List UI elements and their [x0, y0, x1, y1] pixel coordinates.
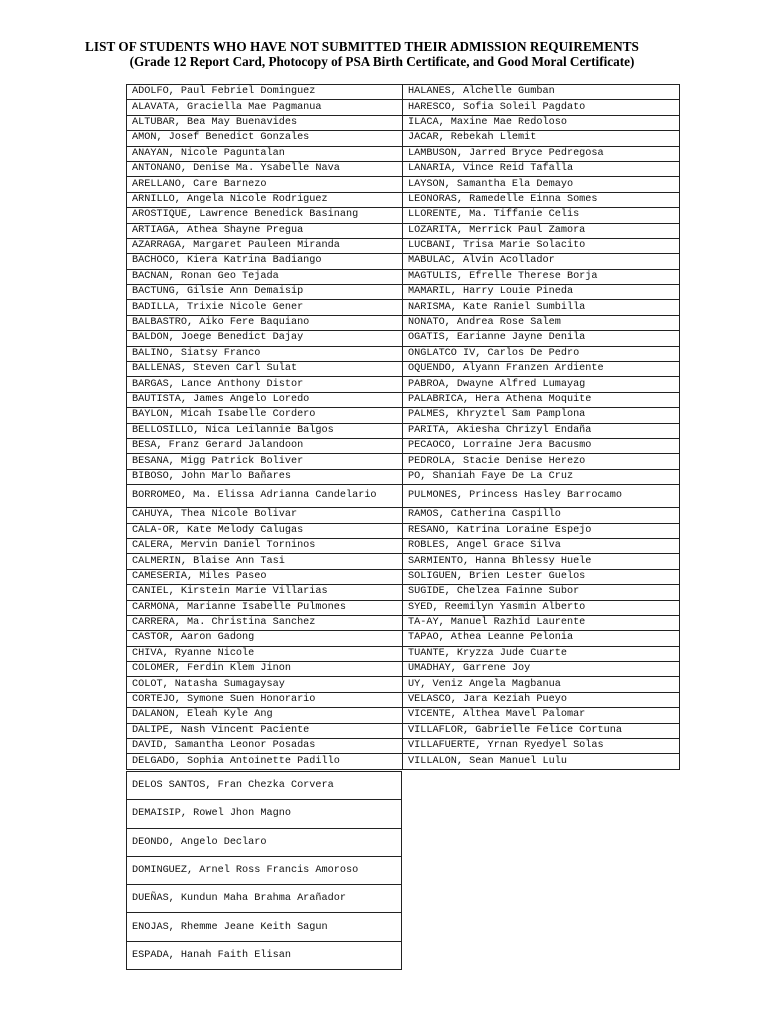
table-row: [127, 408, 680, 423]
student-name-cell-left: BACTUNG, Gilsie Ann Demaisip: [127, 285, 403, 300]
student-name-cell-right: MAMARIL, Harry Louie Pineda: [403, 285, 680, 300]
table-row: [127, 423, 680, 438]
student-name-cell-right: PECAOCO, Lorraine Jera Bacusmo: [403, 438, 680, 453]
student-name-cell-left: ALAVATA, Graciella Mae Pagmanua: [127, 100, 403, 115]
student-name-cell-left: BACHOCO, Kiera Katrina Badiango: [127, 254, 403, 269]
student-name-cell-right: TA-AY, Manuel Razhid Laurente: [403, 615, 680, 630]
student-name-cell-right: PABROA, Dwayne Alfred Lumayag: [403, 377, 680, 392]
student-name-cell-left: CARMONA, Marianne Isabelle Pulmones: [127, 600, 403, 615]
student-name-cell-left: CAHUYA, Thea Nicole Bolivar: [127, 508, 403, 523]
student-name-cell-left: DAVID, Samantha Leonor Posadas: [127, 739, 403, 754]
table-row: [127, 677, 680, 692]
table-row: [127, 315, 680, 330]
student-name-cell-left: ANAYAN, Nicole Paguntalan: [127, 146, 403, 161]
student-name-cell-right: TUANTE, Kryzza Jude Cuarte: [403, 646, 680, 661]
table-row: [127, 692, 680, 707]
student-name-cell: DEONDO, Angelo Declaro: [127, 828, 402, 856]
table-row: [127, 828, 402, 856]
table-row: [127, 161, 680, 176]
student-name-cell: DUEÑAS, Kundun Maha Brahma Arañador: [127, 885, 402, 913]
student-name-cell-right: VICENTE, Althea Mavel Palomar: [403, 708, 680, 723]
student-name-cell-left: CALERA, Mervin Daniel Torninos: [127, 538, 403, 553]
table-row: [127, 723, 680, 738]
student-name-cell-left: CHIVA, Ryanne Nicole: [127, 646, 403, 661]
table-row: [127, 377, 680, 392]
student-name-cell-right: SARMIENTO, Hanna Bhlessy Huele: [403, 554, 680, 569]
student-name-cell-left: BELLOSILLO, Nica Leilannie Balgos: [127, 423, 403, 438]
table-row: [127, 85, 680, 100]
table-row: [127, 646, 680, 661]
table-row: [127, 208, 680, 223]
student-name-cell-left: BALLENAS, Steven Carl Sulat: [127, 362, 403, 377]
student-name-cell: DELOS SANTOS, Fran Chezka Corvera: [127, 772, 402, 800]
student-name-cell: ESPADA, Hanah Faith Elisan: [127, 941, 402, 969]
student-name-cell-right: OQUENDO, Alyann Franzen Ardiente: [403, 362, 680, 377]
table-row: [127, 508, 680, 523]
table-row: [127, 485, 680, 508]
student-name-cell-left: CARRERA, Ma. Christina Sanchez: [127, 615, 403, 630]
table-row: [127, 615, 680, 630]
student-name-cell-left: AMON, Josef Benedict Gonzales: [127, 131, 403, 146]
student-name-cell-left: BAUTISTA, James Angelo Loredo: [127, 392, 403, 407]
table-row: [127, 223, 680, 238]
student-name-cell-right: LOZARITA, Merrick Paul Zamora: [403, 223, 680, 238]
student-name-cell: ENOJAS, Rhemme Jeane Keith Sagun: [127, 913, 402, 941]
student-name-cell-right: MABULAC, Alvin Acollador: [403, 254, 680, 269]
table-row: [127, 708, 680, 723]
student-name-cell-left: BESA, Franz Gerard Jalandoon: [127, 438, 403, 453]
student-name-cell-right: PARITA, Akiesha Chrizyl Endaña: [403, 423, 680, 438]
student-name-cell-right: ILACA, Maxine Mae Redoloso: [403, 115, 680, 130]
table-row: [127, 941, 402, 969]
student-name-cell-left: ADOLFO, Paul Febriel Dominguez: [127, 85, 403, 100]
student-name-cell: DOMINGUEZ, Arnel Ross Francis Amoroso: [127, 856, 402, 884]
student-name-cell-right: PO, Shaniah Faye De La Cruz: [403, 469, 680, 484]
student-name-cell-left: BARGAS, Lance Anthony Distor: [127, 377, 403, 392]
table-row: [127, 739, 680, 754]
table-row: [127, 754, 680, 769]
student-name-cell-right: ROBLES, Angel Grace Silva: [403, 538, 680, 553]
student-name-cell-right: SOLIGUEN, Brien Lester Guelos: [403, 569, 680, 584]
table-row: [127, 538, 680, 553]
student-name-cell-right: RAMOS, Catherina Caspillo: [403, 508, 680, 523]
student-name-cell-right: LAMBUSON, Jarred Bryce Pedregosa: [403, 146, 680, 161]
student-name-cell-left: CASTOR, Aaron Gadong: [127, 631, 403, 646]
table-row: [127, 523, 680, 538]
student-name-cell-right: MAGTULIS, Efrelle Therese Borja: [403, 269, 680, 284]
table-row: [127, 100, 680, 115]
student-name-cell-right: UMADHAY, Garrene Joy: [403, 662, 680, 677]
student-name-cell-left: BALDON, Joege Benedict Dajay: [127, 331, 403, 346]
table-row: [127, 269, 680, 284]
table-row: [127, 438, 680, 453]
table-row: [127, 300, 680, 315]
student-name-cell-right: PULMONES, Princess Hasley Barrocamo: [403, 485, 680, 508]
student-name-cell-right: UY, Veniz Angela Magbanua: [403, 677, 680, 692]
student-name-cell-left: AZARRAGA, Margaret Pauleen Miranda: [127, 238, 403, 253]
student-name-cell-left: CANIEL, Kirstein Marie Villarias: [127, 585, 403, 600]
table-row: [127, 772, 402, 800]
student-name-cell-right: SUGIDE, Chelzea Fainne Subor: [403, 585, 680, 600]
student-name-cell-right: JACAR, Rebekah Llemit: [403, 131, 680, 146]
student-names-body: [127, 85, 680, 770]
student-name-cell-left: ARNILLO, Angela Nicole Rodriguez: [127, 192, 403, 207]
student-name-cell-left: BIBOSO, John Marlo Bañares: [127, 469, 403, 484]
student-name-cell-left: DALIPE, Nash Vincent Paciente: [127, 723, 403, 738]
student-name-cell-right: HALANES, Alchelle Gumban: [403, 85, 680, 100]
student-name-cell-right: TAPAO, Athea Leanne Pelonia: [403, 631, 680, 646]
table-row: [127, 913, 402, 941]
student-name-cell-right: VILLAFLOR, Gabrielle Felice Cortuna: [403, 723, 680, 738]
table-row: [127, 454, 680, 469]
table-row: [127, 885, 402, 913]
document-title: LIST OF STUDENTS WHO HAVE NOT SUBMITTED THEIR ADMISSION REQUIREMENTS: [85, 39, 639, 54]
student-name-cell-right: VILLAFUERTE, Yrnan Ryedyel Solas: [403, 739, 680, 754]
table-row: [127, 600, 680, 615]
table-row: [127, 569, 680, 584]
student-name-cell-left: ANTONANO, Denise Ma. Ysabelle Nava: [127, 161, 403, 176]
student-name-cell-left: ALTUBAR, Bea May Buenavides: [127, 115, 403, 130]
student-name-cell-left: COLOT, Natasha Sumagaysay: [127, 677, 403, 692]
table-row: [127, 346, 680, 361]
table-row: [127, 585, 680, 600]
student-name-cell-right: PEDROLA, Stacie Denise Herezo: [403, 454, 680, 469]
student-name-cell-left: AROSTIQUE, Lawrence Benedick Basinang: [127, 208, 403, 223]
student-name-cell-left: CALMERIN, Blaise Ann Tasi: [127, 554, 403, 569]
student-name-cell-left: BADILLA, Trixie Nicole Gener: [127, 300, 403, 315]
document-subtitle: (Grade 12 Report Card, Photocopy of PSA Birth Certificate, and Good Moral Certificate): [129, 54, 635, 69]
table-row: [127, 331, 680, 346]
student-name-cell-right: ONGLATCO IV, Carlos De Pedro: [403, 346, 680, 361]
student-name-cell-right: LANARIA, Vince Reid Tafalla: [403, 161, 680, 176]
student-name-cell-right: OGATIS, Earianne Jayne Denila: [403, 331, 680, 346]
student-name-cell-left: CALA-OR, Kate Melody Calugas: [127, 523, 403, 538]
student-name-cell-right: NARISMA, Kate Raniel Sumbilla: [403, 300, 680, 315]
student-name-cell-left: ARTIAGA, Athea Shayne Pregua: [127, 223, 403, 238]
student-name-cell-right: VELASCO, Jara Keziah Pueyo: [403, 692, 680, 707]
table-row: [127, 177, 680, 192]
student-name-cell-right: HARESCO, Sofia Soleil Pagdato: [403, 100, 680, 115]
student-name-cell-right: LAYSON, Samantha Ela Demayo: [403, 177, 680, 192]
student-name-cell-left: BESANA, Migg Patrick Boliver: [127, 454, 403, 469]
student-name-cell-left: DALANON, Eleah Kyle Ang: [127, 708, 403, 723]
student-name-cell-left: COLOMER, Ferdin Klem Jinon: [127, 662, 403, 677]
table-row: [127, 800, 402, 828]
student-name-cell-right: RESANO, Katrina Loraine Espejo: [403, 523, 680, 538]
student-names-continuation-body: [127, 772, 402, 970]
table-row: [127, 554, 680, 569]
student-name-cell-right: VILLALON, Sean Manuel Lulu: [403, 754, 680, 769]
student-name-cell-right: NONATO, Andrea Rose Salem: [403, 315, 680, 330]
student-name-cell-right: PALMES, Khryztel Sam Pamplona: [403, 408, 680, 423]
table-row: [127, 362, 680, 377]
student-name-cell: DEMAISIP, Rowel Jhon Magno: [127, 800, 402, 828]
student-name-cell-left: BACNAN, Ronan Geo Tejada: [127, 269, 403, 284]
student-name-cell-left: DELGADO, Sophia Antoinette Padillo: [127, 754, 403, 769]
table-row: [127, 662, 680, 677]
student-name-cell-right: LEONORAS, Ramedelle Einna Somes: [403, 192, 680, 207]
student-name-cell-right: LUCBANI, Trisa Marie Solacito: [403, 238, 680, 253]
student-names-continuation-table: [126, 771, 402, 970]
student-name-cell-left: BAYLON, Micah Isabelle Cordero: [127, 408, 403, 423]
student-name-cell-right: LLORENTE, Ma. Tiffanie Celis: [403, 208, 680, 223]
student-name-cell-left: CAMESERIA, Miles Paseo: [127, 569, 403, 584]
table-row: [127, 856, 402, 884]
table-row: [127, 131, 680, 146]
table-row: [127, 238, 680, 253]
student-name-cell-left: BALBASTRO, Aiko Fere Baquiano: [127, 315, 403, 330]
table-row: [127, 146, 680, 161]
table-row: [127, 631, 680, 646]
table-row: [127, 115, 680, 130]
table-row: [127, 285, 680, 300]
table-row: [127, 254, 680, 269]
student-name-cell-right: SYED, Reemilyn Yasmin Alberto: [403, 600, 680, 615]
student-names-table: [126, 84, 680, 770]
table-row: [127, 392, 680, 407]
table-row: [127, 192, 680, 207]
student-name-cell-left: ARELLANO, Care Barnezo: [127, 177, 403, 192]
student-name-cell-left: BORROMEO, Ma. Elissa Adrianna Candelario: [127, 485, 403, 508]
student-name-cell-left: CORTEJO, Symone Suen Honorario: [127, 692, 403, 707]
student-name-cell-right: PALABRICA, Hera Athena Moquite: [403, 392, 680, 407]
table-row: [127, 469, 680, 484]
student-name-cell-left: BALINO, Siatsy Franco: [127, 346, 403, 361]
